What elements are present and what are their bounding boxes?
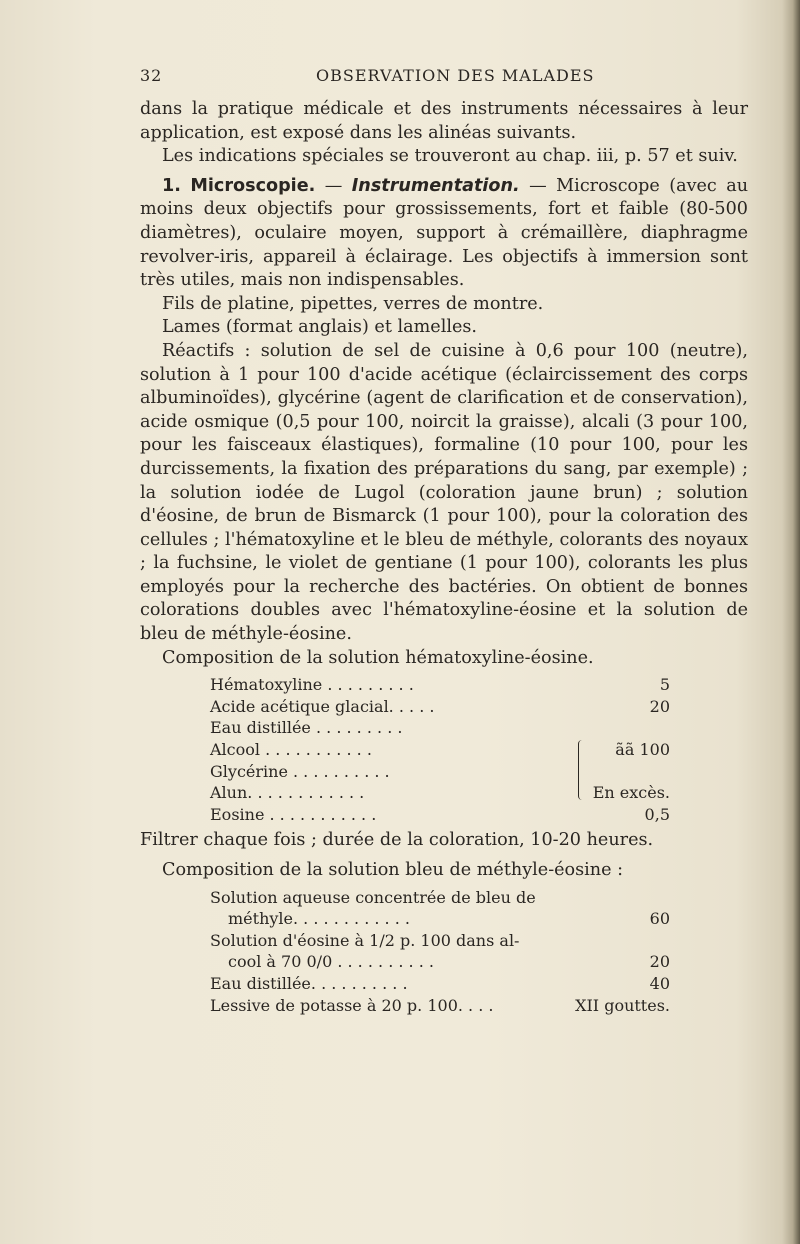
recipe-line: Solution aqueuse concentrée de bleu de: [210, 887, 536, 907]
recipe-row: [210, 696, 670, 718]
recipe-heading: Composition de la solution bleu de méthyle-éosine :: [162, 860, 624, 880]
recipe-row: [210, 674, 670, 696]
recipe-row: [210, 908, 670, 930]
quantity: 0,5: [644, 804, 670, 824]
section-number: 1.: [162, 175, 181, 196]
body-text: [140, 98, 748, 1016]
ingredient: Hématoxyline . . . . . . . . .: [210, 675, 414, 695]
recipe-heading: Composition de la solution hématoxyline-éosine.: [162, 647, 594, 668]
intro-paragraph: dans la pratique médicale et des instruments nécessaires à leur application, est exposé dans les alinéas suivants.: [140, 99, 748, 143]
filter-instruction: Filtrer chaque fois ; durée de la coloration, 10-20 heures.: [140, 830, 654, 851]
quantity: 5: [659, 675, 670, 695]
quantity: ãã 100: [615, 740, 670, 760]
em-dash: —: [324, 175, 343, 196]
ingredient: Eosine . . . . . . . . . . .: [210, 804, 377, 824]
running-title: OBSERVATION DES MALADES: [316, 66, 595, 85]
intro-paragraph: Les indications spéciales se trouveront au chap. iii, p. 57 et suiv.: [162, 146, 738, 167]
brace-bracket: [578, 740, 585, 800]
ingredient: Eau distillée. . . . . . . . . .: [210, 973, 408, 993]
ingredient: Acide acétique glacial. . . . .: [210, 696, 435, 716]
recipe-row: [210, 761, 670, 783]
recipe-row: [210, 804, 670, 826]
ingredient: Lessive de potasse à 20 p. 100. . . .: [210, 995, 494, 1015]
recipe-row: [210, 782, 670, 804]
paragraph: Fils de platine, pipettes, verres de montre.: [162, 293, 544, 314]
section-text: Microscope (avec au moins deux objectifs pour grossissements, fort et faible (80-500 diamètres), oculaire moyen, support à crémaillère, diaphragme revolver-iris, appareil à éclairage. Les objectifs à immersion sont très utiles, mais non indispensables.: [140, 175, 749, 291]
section-paragraph: [140, 175, 748, 293]
ingredient: Alun. . . . . . . . . . . .: [210, 783, 365, 803]
recipe-row: [210, 995, 670, 1017]
section-heading: Microscopie.: [190, 175, 316, 196]
page-number: 32: [140, 66, 163, 85]
paragraph: Réactifs : solution de sel de cuisine à 0,6 pour 100 (neutre), solution à 1 pour 100 d'acide acétique (éclaircissement des corps albuminoïdes), glycérine (agent de clarification et de conservation), acide osmique (0,5 pour 100, noircit la graisse), alcali (3 pour 100, pour les faisceaux élastiques), formaline (10 pour 100, pour les durcissements, la fixation des préparations du sang, par exemple) ; la solution iodée de Lugol (coloration jaune brun) ; solution d'éosine, de brun de Bismarck (1 pour 100), pour la coloration des cellules ; l'hématoxyline et le bleu de méthyle, colorants des noyaux ; la fuchsine, le violet de gentiane (1 pour 100), colorants les plus employés pour la recherche des bactéries. On obtient de bonnes colorations doubles avec l'hématoxyline-éosine et la solution de bleu de méthyle-éosine.: [140, 340, 748, 645]
section-title: Instrumentation.: [351, 175, 520, 196]
paragraph: Lames (format anglais) et lamelles.: [162, 317, 477, 338]
recipe-row: [210, 973, 670, 995]
recipe-row: [210, 951, 670, 973]
ingredient: cool à 70 0/0 . . . . . . . . . .: [228, 952, 434, 972]
quantity: En excès.: [592, 783, 670, 803]
recipe-hematoxyline-eosine: [210, 674, 670, 825]
page-edge-shadow: [782, 0, 800, 1244]
running-header: [140, 66, 750, 92]
quantity: XII gouttes.: [575, 995, 670, 1015]
recipe-row: [210, 739, 670, 761]
em-dash: —: [529, 175, 547, 196]
recipe-row: [210, 717, 670, 739]
quantity: 60: [649, 909, 670, 929]
ingredient: Glycérine . . . . . . . . . .: [210, 761, 390, 781]
recipe-methylene-blue-eosine: [210, 887, 670, 1017]
quantity: 40: [649, 973, 670, 993]
ingredient: méthyle. . . . . . . . . . . .: [228, 909, 410, 929]
recipe-line: Solution d'éosine à 1/2 p. 100 dans al-: [210, 930, 520, 950]
quantity: 20: [649, 952, 670, 972]
ingredient: Eau distillée . . . . . . . . .: [210, 718, 403, 738]
quantity: 20: [649, 696, 670, 716]
ingredient: Alcool . . . . . . . . . . .: [210, 740, 372, 760]
